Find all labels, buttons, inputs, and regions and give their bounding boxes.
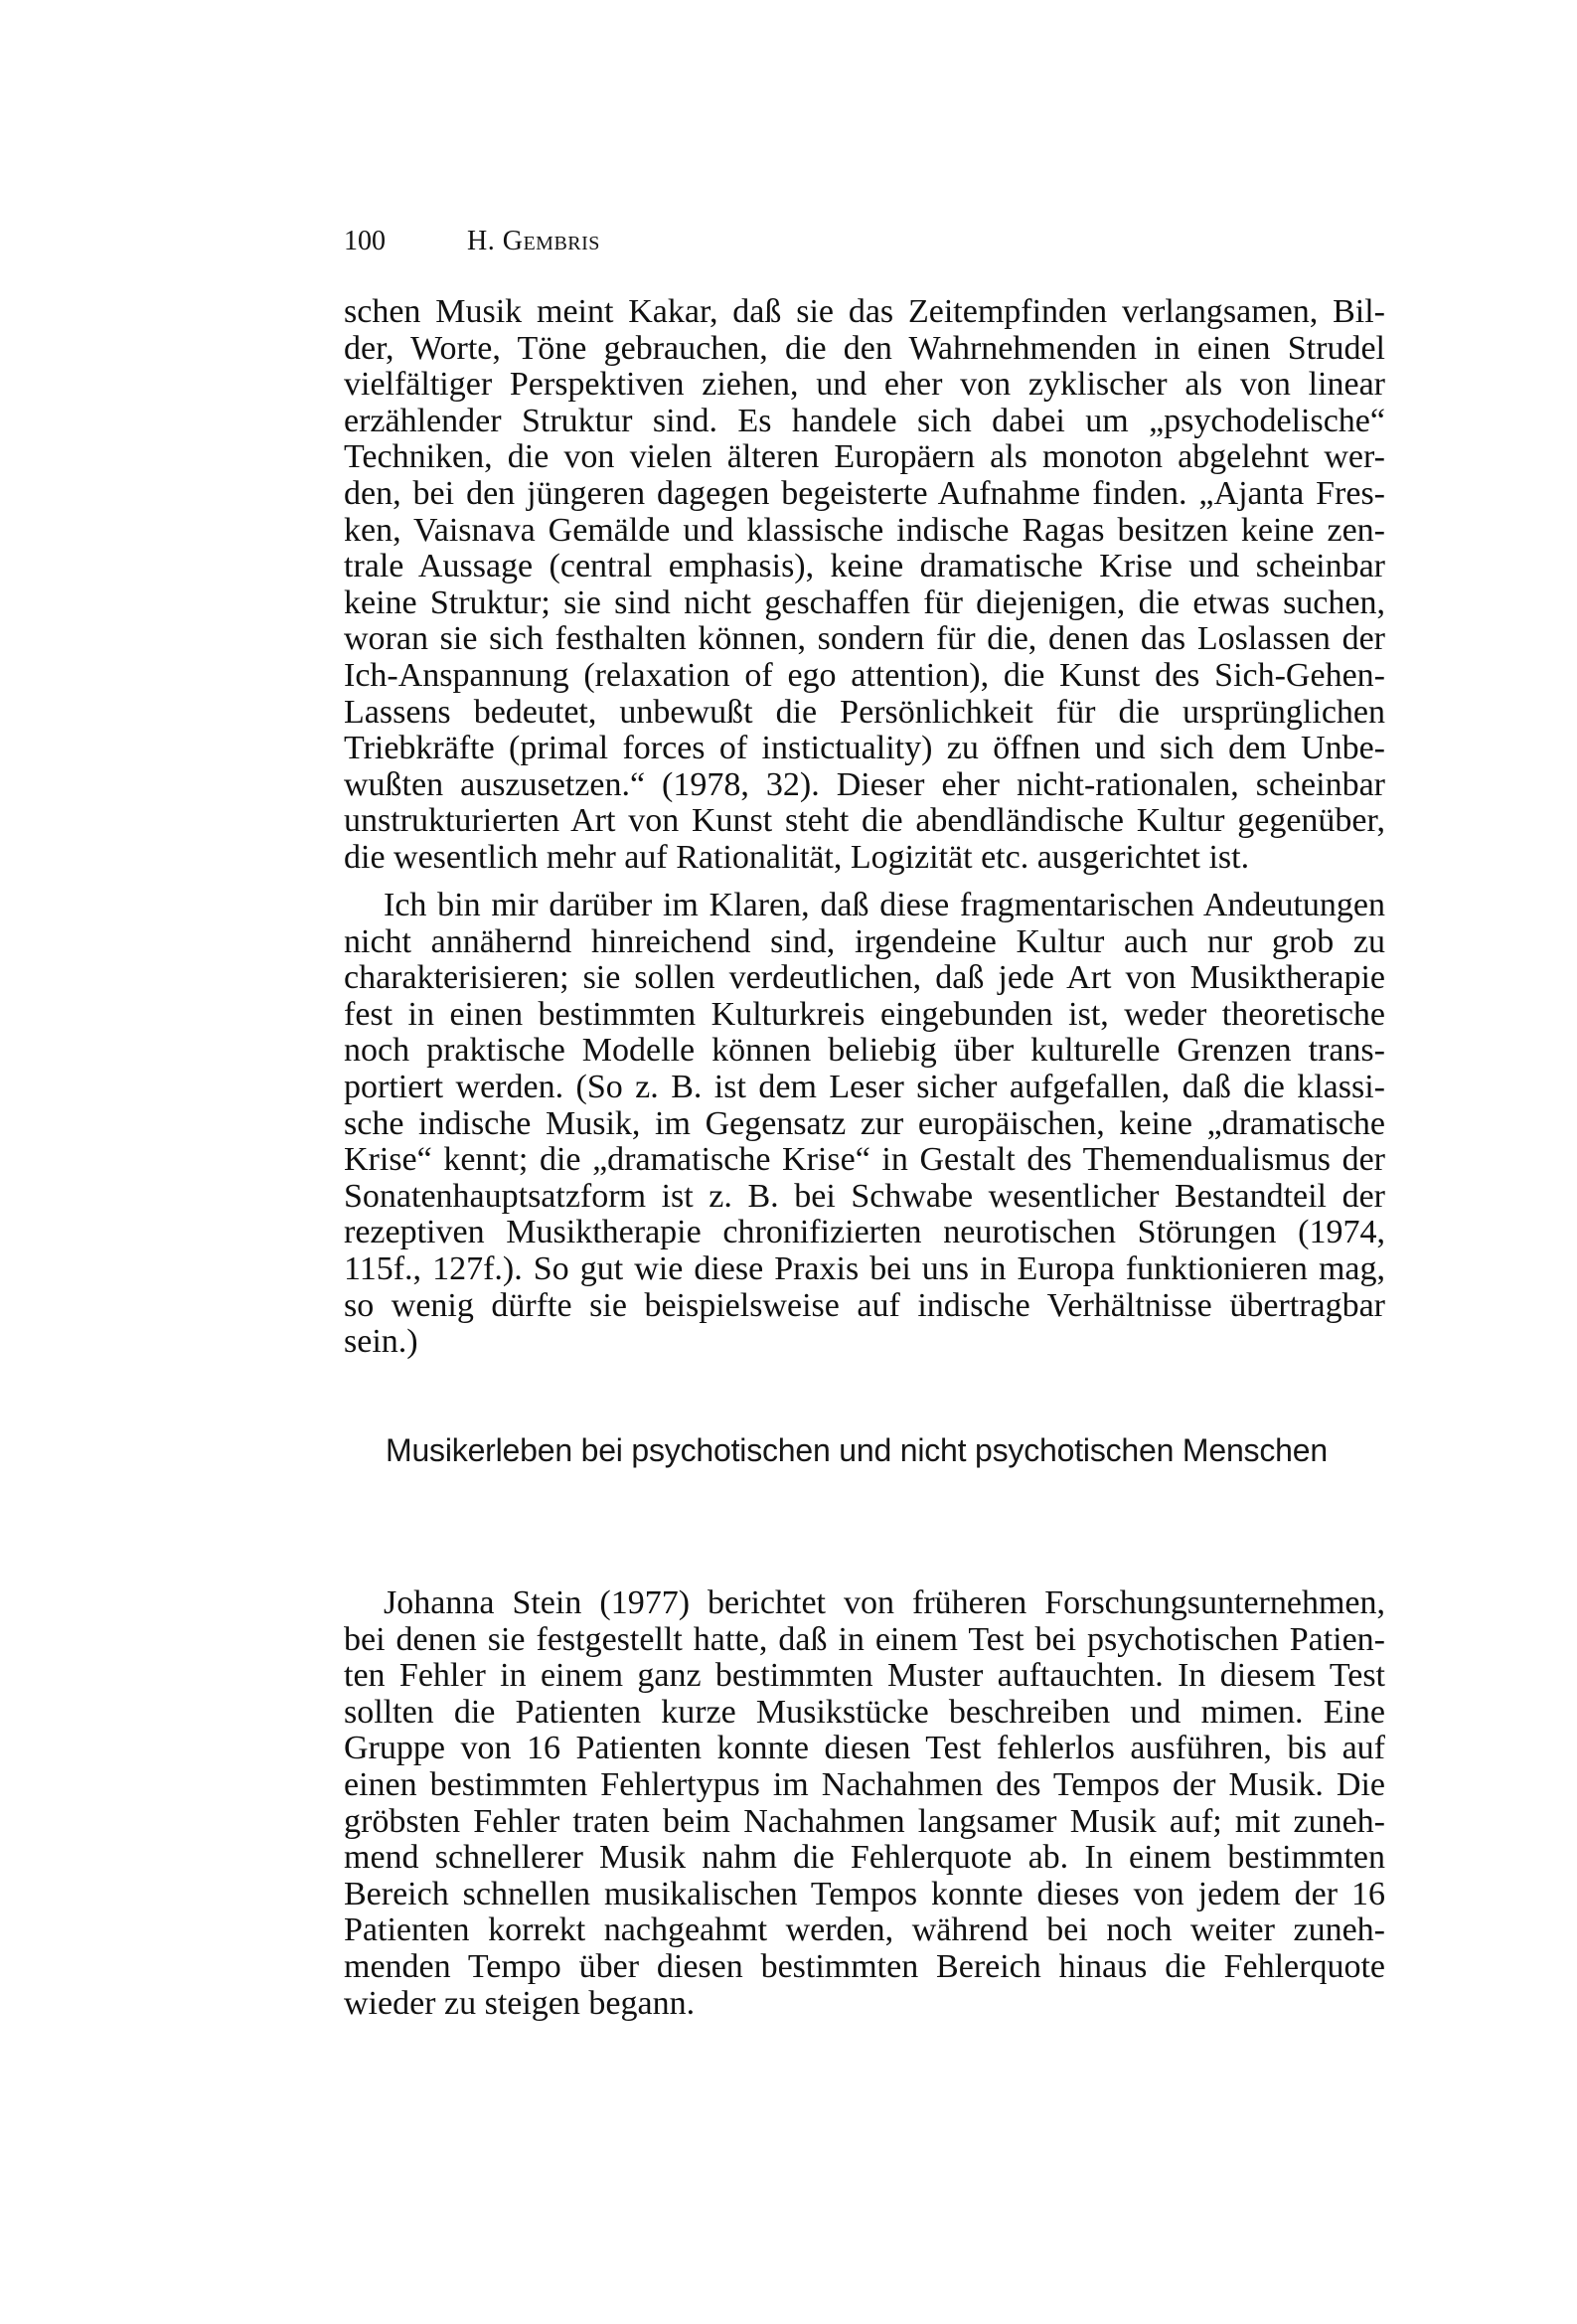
text-line: vielfältiger Perspektiven ziehen, und eher von zyklischer als von linear <box>344 366 1385 404</box>
text-line: wieder zu steigen begann. <box>344 1984 696 2022</box>
paragraph-2 <box>344 888 1385 1361</box>
page-number: 100 <box>344 226 386 256</box>
text-line: gröbsten Fehler traten beim Nachahmen langsamer Musik auf; mit zuneh- <box>344 1802 1385 1840</box>
text-line: Triebkräfte (primal forces of instictuality) zu öffnen und sich dem Unbe- <box>344 730 1385 767</box>
text-line: noch praktische Modelle können beliebig über kulturelle Grenzen trans- <box>344 1032 1385 1070</box>
text-line: bei denen sie festgestellt hatte, daß in einem Test bei psychotischen Patien- <box>344 1620 1385 1658</box>
text-line: fest in einen bestimmten Kulturkreis eingebunden ist, weder theoretische <box>344 995 1385 1033</box>
text-line: menden Tempo über diesen bestimmten Bereich hinaus die Fehlerquote <box>344 1947 1385 1985</box>
text-line: schen Musik meint Kakar, daß sie das Zeitempfinden verlangsamen, Bil- <box>344 293 1385 330</box>
running-head <box>344 225 600 258</box>
text-line: die wesentlich mehr auf Rationalität, Logizität etc. ausgerichtet ist. <box>344 838 1250 876</box>
text-line: 115f., 127f.). So gut wie diese Praxis bei uns in Europa funktionieren mag, <box>344 1249 1385 1287</box>
text-line: Ich-Anspannung (relaxation of ego attention), die Kunst des Sich-Gehen- <box>344 656 1385 694</box>
text-line: so wenig dürfte sie beispielsweise auf indische Verhältnisse übertragbar <box>344 1286 1385 1324</box>
text-line: Sonatenhauptsatzform ist z. B. bei Schwabe wesentlicher Bestandteil der <box>344 1177 1385 1215</box>
paragraph-3 <box>344 1585 1385 2022</box>
text-line: ken, Vaisnava Gemälde und klassische indische Ragas besitzen keine zen- <box>344 511 1385 549</box>
text-line: unstrukturierten Art von Kunst steht die abendländische Kultur gegenüber, <box>344 802 1385 840</box>
text-line: Ich bin mir darüber im Klaren, daß diese fragmentarischen Andeutungen <box>384 887 1385 923</box>
text-line: der, Worte, Töne gebrauchen, die den Wahrnehmenden in einen Strudel <box>344 329 1385 367</box>
text-line: Gruppe von 16 Patienten konnte diesen Test fehlerlos ausführen, bis auf <box>344 1730 1385 1767</box>
text-line: wußten auszusetzen.“ (1978, 32). Dieser eher nicht-rationalen, scheinbar <box>344 765 1385 803</box>
text-line: Bereich schnellen musikalischen Tempos konnte dieses von jedem der 16 <box>344 1875 1385 1912</box>
text-line: erzählender Struktur sind. Es handele sich dabei um „psychodelische“ <box>344 402 1385 439</box>
paragraph-1 <box>344 294 1385 877</box>
text-line: portiert werden. (So z. B. ist dem Leser sicher aufgefallen, daß die klassi- <box>344 1068 1385 1105</box>
text-line: nicht annähernd hinreichend sind, irgendeine Kultur auch nur grob zu <box>344 922 1385 960</box>
text-line: charakterisieren; sie sollen verdeutlichen, daß jede Art von Musiktherapie <box>344 959 1385 997</box>
text-line: einen bestimmten Fehlertypus im Nachahmen des Tempos der Musik. Die <box>344 1765 1385 1803</box>
text-line: Lassens bedeutet, unbewußt die Persönlichkeit für die ursprünglichen <box>344 693 1385 731</box>
text-line: Krise“ kennt; die „dramatische Krise“ in Gestalt des Themendualismus der <box>344 1141 1385 1179</box>
text-line: Johanna Stein (1977) berichtet von früheren Forschungsunternehmen, <box>384 1584 1385 1621</box>
text-line: trale Aussage (central emphasis), keine dramatische Krise und scheinbar <box>344 548 1385 585</box>
text-line: Patienten korrekt nachgeahmt werden, während bei noch weiter zuneh- <box>344 1911 1385 1949</box>
text-line: sein.) <box>344 1323 418 1361</box>
text-line: mend schnellerer Musik nahm die Fehlerquote ab. In einem bestimmten <box>344 1839 1385 1877</box>
running-head-author: H. Gembris <box>467 226 600 256</box>
text-line: ten Fehler in einem ganz bestimmten Muster auftauchten. In diesem Test <box>344 1657 1385 1695</box>
text-line: rezeptiven Musiktherapie chronifizierten neurotischen Störungen (1974, <box>344 1214 1385 1251</box>
text-line: keine Struktur; sie sind nicht geschaffen für diejenigen, die etwas suchen, <box>344 583 1385 621</box>
text-line: Techniken, die von vielen älteren Europäern als monoton abgelehnt wer- <box>344 438 1385 476</box>
text-line: den, bei den jüngeren dagegen begeisterte Aufnahme finden. „Ajanta Fres- <box>344 474 1385 512</box>
section-heading: Musikerleben bei psychotischen und nicht psychotischen Menschen <box>386 1432 1328 1468</box>
text-line: woran sie sich festhalten können, sondern für die, denen das Loslassen der <box>344 620 1385 658</box>
text-line: sche indische Musik, im Gegensatz zur europäischen, keine „dramatische <box>344 1104 1385 1142</box>
text-line: sollten die Patienten kurze Musikstücke beschreiben und mimen. Eine <box>344 1693 1385 1731</box>
